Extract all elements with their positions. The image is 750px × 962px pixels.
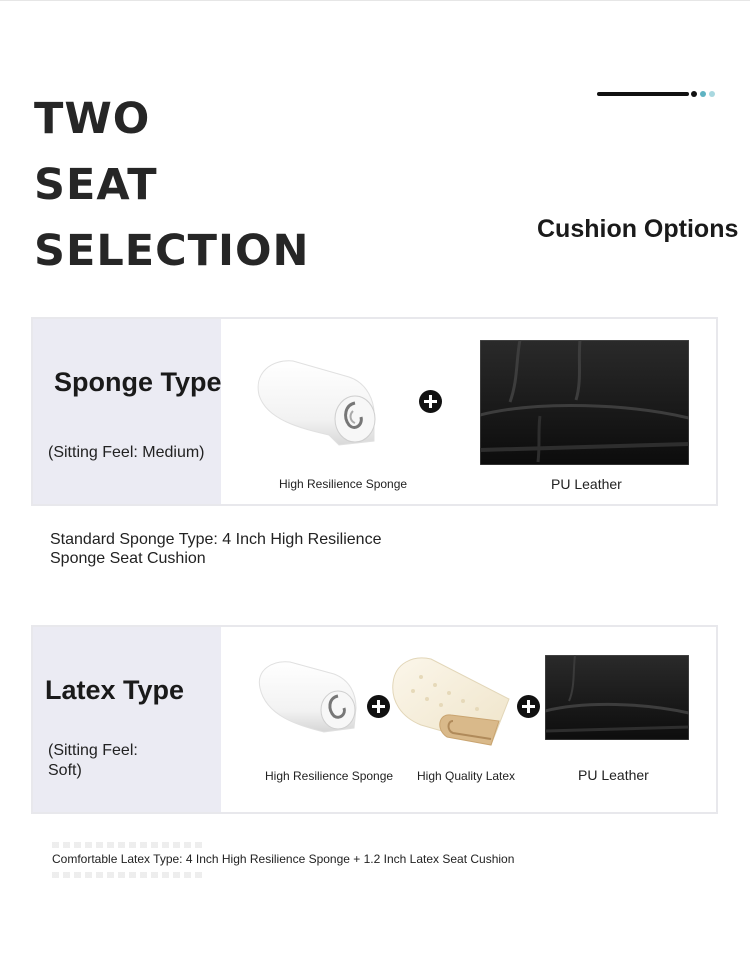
- top-divider: [0, 0, 750, 1]
- latex-type-description: Comfortable Latex Type: 4 Inch High Resilience Sponge + 1.2 Inch Latex Seat Cushion: [52, 852, 515, 866]
- plus-icon: [517, 695, 540, 718]
- hero-title-line-2: SEAT: [34, 160, 158, 210]
- latex-item-label-1: High Resilience Sponge: [265, 769, 394, 783]
- latex-type-side: [33, 627, 221, 812]
- sponge-type-panel: [31, 317, 718, 506]
- cushion-options-heading: Cushion Options: [537, 215, 739, 243]
- dot-icon: [700, 91, 706, 97]
- latex-sitting-feel: (Sitting Feel: Soft): [48, 742, 138, 779]
- faded-text-decoration: [52, 872, 202, 878]
- sponge-roll-icon: [249, 355, 384, 451]
- plus-icon: [419, 390, 442, 413]
- pu-leather-cushion-icon: [545, 655, 689, 740]
- sponge-type-description: Standard Sponge Type: 4 Inch High Resilience Sponge Seat Cushion: [50, 531, 382, 567]
- sponge-type-side: [33, 319, 221, 504]
- sponge-type-title: Sponge Type: [54, 367, 222, 397]
- hero-title-line-3: SELECTION: [34, 226, 310, 276]
- sponge-sitting-feel: (Sitting Feel: Medium): [48, 444, 205, 461]
- latex-sheet-icon: [391, 655, 513, 747]
- dot-icon: [709, 91, 715, 97]
- sponge-roll-icon: [254, 658, 358, 736]
- plus-icon: [367, 695, 390, 718]
- latex-item-label-2: High Quality Latex: [417, 769, 516, 783]
- sponge-item-label-2: PU Leather: [551, 476, 622, 492]
- sponge-item-label-1: High Resilience Sponge: [279, 477, 408, 491]
- latex-item-label-3: PU Leather: [578, 767, 649, 783]
- faded-text-decoration: [52, 842, 202, 848]
- dot-icon: [691, 91, 697, 97]
- decorative-bar: [597, 92, 689, 96]
- decorative-line-dots: [597, 89, 722, 99]
- latex-type-title: Latex Type: [45, 675, 185, 705]
- hero-title-line-1: TWO: [34, 94, 151, 144]
- hero-title: [34, 86, 310, 284]
- pu-leather-cushion-icon: [480, 340, 689, 465]
- latex-type-panel: [31, 625, 718, 814]
